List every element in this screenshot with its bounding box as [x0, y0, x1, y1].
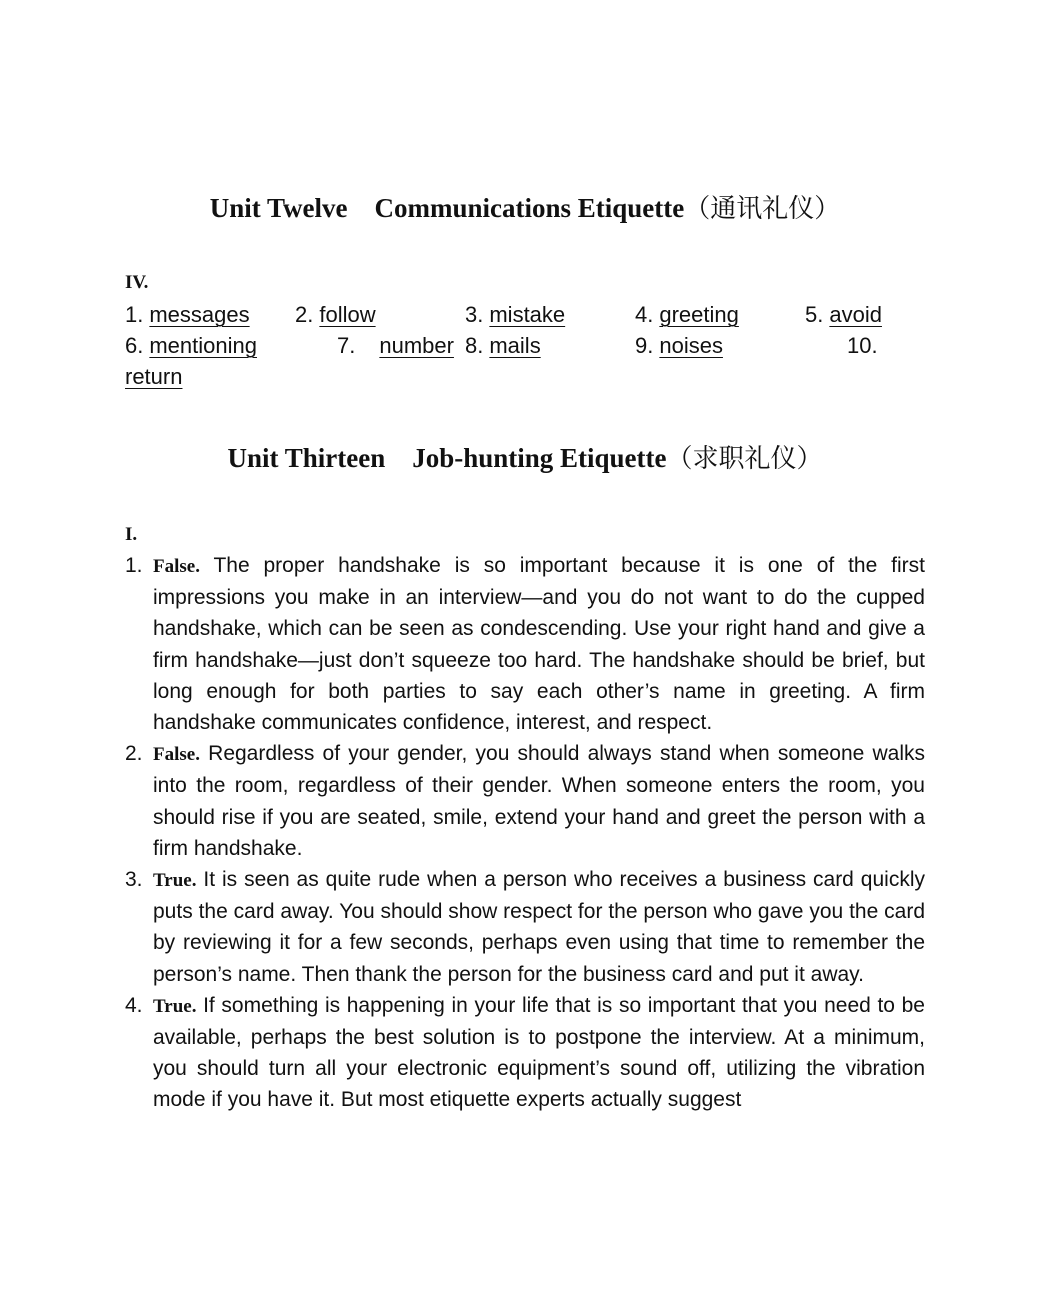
- item-verdict: False.: [153, 556, 200, 577]
- answer-3: [465, 302, 565, 328]
- answer-number: 7.: [337, 333, 356, 358]
- item-verdict: True.: [153, 870, 197, 892]
- item-number: 3.: [125, 868, 143, 892]
- answer-1: [125, 302, 250, 328]
- list-item: [125, 990, 925, 1116]
- item-number: 1.: [125, 554, 143, 577]
- answer-10-number: [847, 333, 878, 359]
- answer-word: follow: [319, 302, 376, 327]
- list-item: [125, 864, 925, 990]
- item-explanation: If something is happening in your life that is so important that you need to be available, perhaps the best solution is to postpone the interview. At a minimum, you should turn all your electronic equipment’s sound off, utilizing the vibration mode if you have it. But most etiquette experts actually suggest: [153, 993, 925, 1112]
- answer-word: messages: [149, 302, 250, 327]
- answer-number: 5.: [805, 302, 824, 327]
- answer-8: [465, 333, 541, 359]
- unit-thirteen-title-en: Unit Thirteen Job-hunting Etiquette: [227, 443, 667, 473]
- answer-number: 10.: [847, 333, 878, 358]
- list-item: [125, 738, 925, 864]
- unit-twelve-title-en: Unit Twelve Communications Etiquette: [209, 193, 685, 223]
- list-item: [125, 550, 925, 738]
- item-number: 4.: [125, 993, 143, 1017]
- answer-number: 6.: [125, 333, 144, 358]
- answer-word: avoid: [829, 302, 882, 327]
- true-false-list: [125, 550, 925, 1116]
- answer-word: return: [125, 364, 183, 389]
- answer-number: 9.: [635, 333, 654, 358]
- answer-10-word: [125, 364, 182, 390]
- section-i-label: I.: [125, 524, 138, 545]
- answer-4: [635, 302, 739, 328]
- answer-7: [337, 333, 454, 359]
- item-number: 2.: [125, 742, 143, 766]
- answer-9: [635, 333, 723, 359]
- item-explanation: It is seen as quite rude when a person who receives a business card quickly puts the card away. You should show respect for the person who gave you the card by reviewing it for a few seconds, perhaps even using that time to remember the person’s name. Then thank the person for the business card and put it away.: [153, 868, 925, 986]
- answer-number: 8.: [465, 333, 484, 358]
- item-verdict: True.: [153, 995, 197, 1017]
- answer-word: noises: [659, 333, 723, 358]
- item-explanation: Regardless of your gender, you should always stand when someone walks into the room, regardless of their gender. When someone enters the room, you should rise if you are seated, smile, extend your hand and greet the person with a firm handshake.: [153, 742, 925, 860]
- answer-number: 1.: [125, 302, 144, 327]
- unit-thirteen-title: [0, 438, 1050, 475]
- unit-twelve-title-cn: （通讯礼仪）: [684, 194, 841, 224]
- answer-number: 3.: [465, 302, 484, 327]
- answer-word: number: [379, 333, 454, 358]
- answer-number: 2.: [295, 302, 314, 327]
- answer-2: [295, 302, 376, 328]
- answer-word: mentioning: [149, 333, 257, 358]
- unit-twelve-title: [0, 188, 1050, 225]
- answer-6: [125, 333, 257, 359]
- unit-thirteen-title-cn: （求职礼仪）: [666, 444, 823, 474]
- answer-word: mails: [489, 333, 541, 358]
- answer-number: 4.: [635, 302, 654, 327]
- item-explanation: The proper handshake is so important because it is one of the first impressions you make in an interview—and you do not want to do the cupped handshake, which can be seen as condescending. Use your right hand and give a firm handshake—just don’t squeeze too hard. The handshake should be brief, but long enough for both parties to say each other’s name in greeting. A firm handshake communicates confidence, interest, and respect.: [153, 554, 925, 735]
- section-iv-label: IV.: [125, 272, 149, 293]
- item-verdict: False.: [153, 744, 200, 766]
- answer-word: greeting: [659, 302, 739, 327]
- answer-word: mistake: [489, 302, 566, 327]
- answer-5: [805, 302, 882, 328]
